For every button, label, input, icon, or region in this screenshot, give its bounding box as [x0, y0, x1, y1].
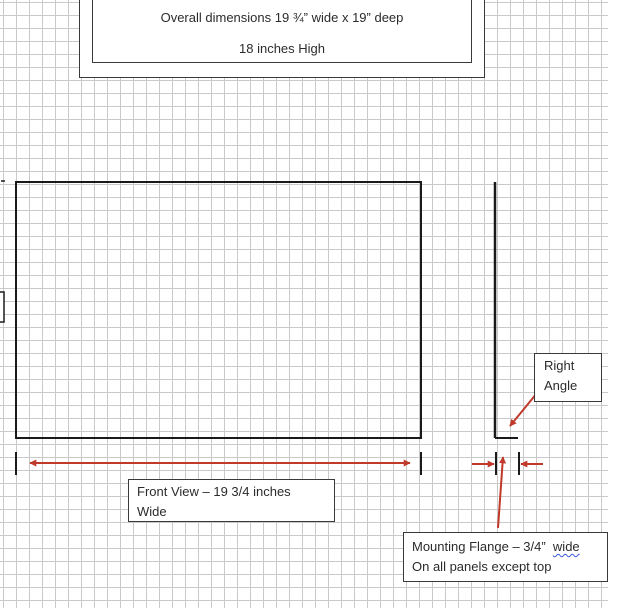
- flange-line2: On all panels except top: [412, 559, 552, 574]
- flange-line1-wide: wide: [552, 539, 580, 554]
- mounting-flange-label: [403, 532, 608, 582]
- front-view-panel: [16, 182, 421, 438]
- left-edge-fragment: [0, 292, 4, 322]
- right-angle-line1: Right: [544, 358, 575, 373]
- front-view-label: [128, 479, 335, 522]
- height-text: 18 inches High: [239, 41, 325, 56]
- front-view-line2: Wide: [137, 504, 167, 519]
- overall-dimensions-text: Overall dimensions 19 ¾” wide x 19” deep: [160, 10, 404, 25]
- right-angle-line2: Angle: [544, 378, 578, 393]
- title-box: [79, 0, 485, 78]
- front-view-line1: Front View – 19 3/4 inches: [137, 484, 291, 499]
- right-angle-label: [534, 353, 602, 402]
- flange-line1-prefix: Mounting Flange – 3/4”: [412, 539, 553, 554]
- flange-callout-arrow: [498, 457, 503, 528]
- right-angle-callout-arrow: [510, 393, 537, 426]
- title-inner-box: [92, 0, 472, 63]
- flange-line1: [412, 537, 607, 557]
